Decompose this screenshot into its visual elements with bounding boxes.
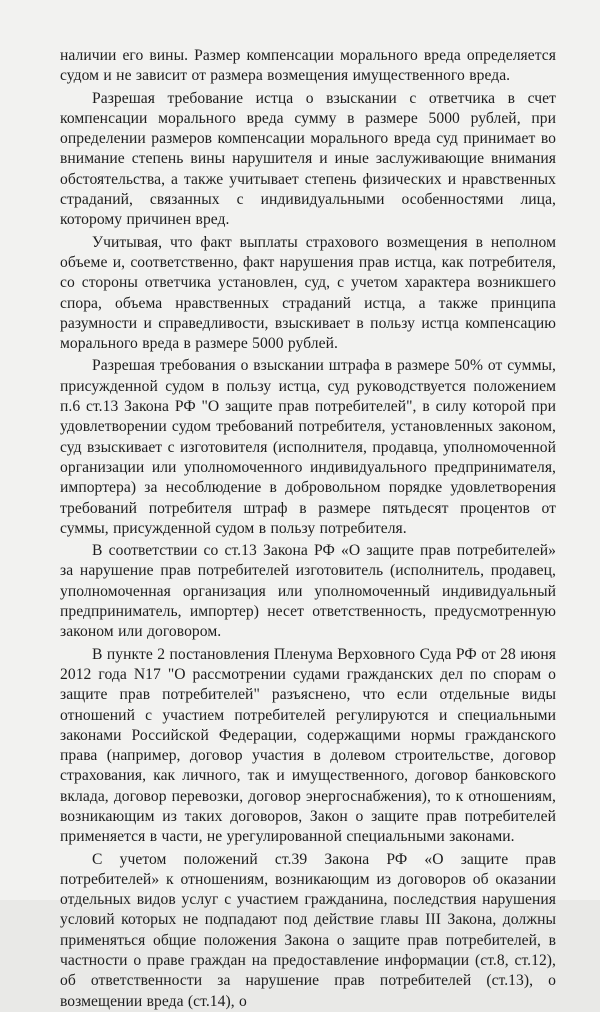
paragraph-2: Разрешая требование истца о взыскании с ответчика в счет компенсации морального вреда сумму в размере 5000 рублей, при определении размеров компенсации морального вреда суд принимает во внимание степень вины нарушителя и иные заслуживающие внимания обстоятельства, а также учитывает степень физических и нравственных страданий, связанных с индивидуальными особенностями лица, которому причинен вред. bbox=[60, 89, 556, 229]
paragraph-5: В соответствии со ст.13 Закона РФ «О защите прав потребителей» за нарушение прав потребителей изготовитель (исполнитель, продавец, уполномоченная организация или уполномоченный индивидуальный предприниматель, импортер) несет ответственность, предусмотренную законом или договором. bbox=[60, 542, 556, 641]
paragraph-4: Разрешая требования о взыскании штрафа в размере 50% от суммы, присужденной судом в пользу истца, суд руководствуется положением п.6 ст.13 Закона РФ "О защите прав потребителей", в силу которой при удовлетворении судом требований потребителя, установленных законом, суд взыскивает с изготовителя (исполнителя, продавца, уполномоченной организации или уполномоченного индивидуального предпринимателя, импортера) за несоблюдение в добровольном порядке удовлетворения требований потребителя штраф в размере пятьдесят процентов от суммы, присужденной судом в пользу потребителя. bbox=[60, 357, 556, 537]
paragraph-6: В пункте 2 постановления Пленума Верховного Суда РФ от 28 июня 2012 года N17 "О рассмотрении судами гражданских дел по спорам о защите прав потребителей" разъяснено, что если отдельные виды отношений с участием потребителей регулируются и специальными законами Российской Федерации, содержащими нормы гражданского права (например, договор участия в долевом строительстве, договор страхования, как личного, так и имущественного, договор банковского вклада, договор перевозки, договор энергоснабжения), то к отношениям, возникающим из таких договоров, Закон о защите прав потребителей применяется в части, не урегулированной специальными законами. bbox=[60, 645, 556, 846]
paragraph-7: С учетом положений ст.39 Закона РФ «О защите прав потребителей» к отношениям, возникающим из договоров об оказании отдельных видов услуг с участием гражданина, последствия нарушения условий которых не подпадают под действие главы III Закона, должны применяться общие положения Закона о защите прав потребителей, в частности о праве граждан на предоставление информации (ст.8, ст.12), об ответственности за нарушение прав потребителей (ст.13), о возмещении вреда (ст.14), о bbox=[60, 850, 556, 1010]
paragraph-1: наличии его вины. Размер компенсации морального вреда определяется судом и не зависит от размера возмещения имущественного вреда. bbox=[60, 47, 556, 85]
paragraph-3: Учитывая, что факт выплаты страхового возмещения в неполном объеме и, соответственно, факт нарушения прав истца, как потребителя, со стороны ответчика установлен, суд, с учетом характера возникшего спора, объема нравственных страданий истца, а также принципа разумности и справедливости, взыскивает в пользу истца компенсацию морального вреда в размере 5000 рублей. bbox=[60, 233, 556, 353]
